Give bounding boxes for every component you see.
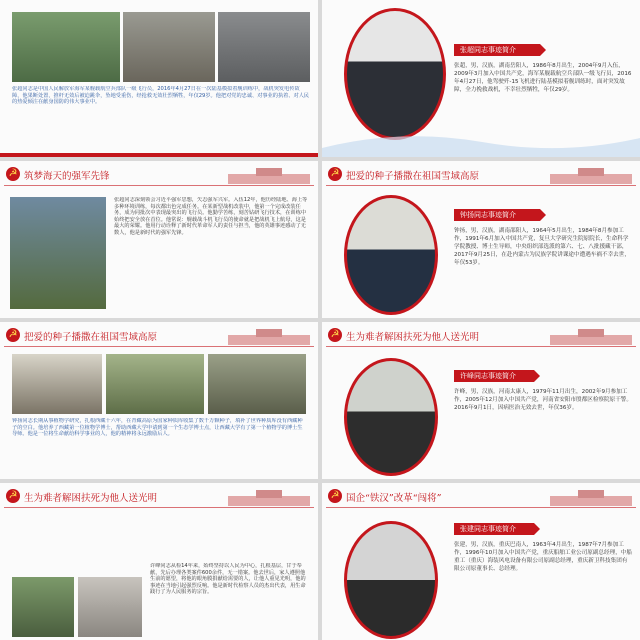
slide-4-title: 把爱的种子播撒在祖国雪域高原	[346, 171, 480, 182]
bio-zhangjian: 张建，男，汉族，重庆巴南人，1963年4月出生，1987年7月参加工作，1996年10月加入中国共产党，重庆船舶工业公司原副总经理，中船重工（重庆）海装风电设备有限公司原副总经理，重庆新卫科技集团有限公司原董事长、总经理。	[454, 542, 632, 572]
great-hall-icon	[226, 164, 312, 184]
slide-4[interactable]	[322, 161, 640, 318]
slide-3-header	[0, 161, 318, 187]
name-tag-xufeng: 许峰同志事迹简介	[454, 370, 534, 382]
pilot-photo	[10, 197, 106, 309]
slide-3[interactable]	[0, 161, 318, 318]
slide-4-header	[322, 161, 640, 187]
header-line	[4, 185, 314, 186]
photo-5b	[106, 354, 204, 414]
photo-7a	[12, 577, 74, 637]
slide-5-body: 钟扬同志长期从事植物学研究，扎根西藏十六年，在青藏高原为国家种质库收集了数千万颗种子，填补了世界种质库没有西藏种子的空白。他培养了西藏第一位植物学博士，帮助西藏大学申请到第一个生态学博士点，让西藏大学有了第一个植物学的博士生导师。他是一位将生命献给科学事业的人，他的精神将永远激励后人。	[12, 418, 303, 438]
party-emblem-icon: ☭	[328, 489, 342, 503]
header-line	[326, 185, 636, 186]
party-emblem-icon: ☭	[328, 167, 342, 181]
slide-1[interactable]	[0, 0, 318, 157]
slide-3-body: 张超同志深刻领会习近平强军思想，矢志强军兴军。入伍12年，他历经陆地、海上等多种环境训练，每次都出色完成任务。在某新型战机改装中，他第一个完成改装任务，成为同批次中表现最突出的飞行员。他勤学苦练，刻苦钻研飞行技术，在训练中始终把安全放在首位。他常说：舰载战斗机飞行员的使命就是把战机飞上航母，这是最大的荣耀。他用行动诠释了新时代革命军人的责任与担当，他的英雄事迹感动了无数人，他是新时代的强军先锋。	[114, 197, 308, 236]
party-emblem-icon: ☭	[6, 167, 20, 181]
party-emblem-icon: ☭	[6, 328, 20, 342]
party-emblem-icon: ☭	[328, 328, 342, 342]
bio-zhangchao: 张超，男，汉族，湖南岳阳人，1986年8月出生，2004年9月入伍，2009年3月加入中国共产党，海军某舰载航空兵部队一级飞行员，2016年4月27日，他驾驶歼-15飞机进行陆基模拟着舰训练时，面对突发故障，全力挽救战机，不幸壮烈牺牲，年仅29岁。	[454, 63, 632, 93]
slide-8-header	[322, 483, 640, 509]
name-tag-zhangjian: 张建同志事迹简介	[454, 523, 534, 535]
header-line	[4, 346, 314, 347]
photo-5c	[208, 354, 306, 414]
great-hall-icon	[226, 486, 312, 506]
slide-6[interactable]	[322, 322, 640, 479]
bio-xufeng: 许峰，男，汉族，河南太康人，1979年11月出生，2002年9月参加工作，2005年12月加入中国共产党，河南省安阳市殷都区检察院原干警。2016年9月1日，因病医治无效去世，年仅36岁。	[454, 389, 632, 411]
header-line	[326, 346, 636, 347]
photo-1c	[218, 12, 310, 82]
photo-7b	[78, 577, 142, 637]
slide-7-header	[0, 483, 318, 509]
great-hall-icon	[548, 325, 634, 345]
photo-1b	[123, 12, 215, 82]
portrait-xufeng	[344, 358, 438, 476]
name-tag-zhangchao: 张超同志事迹简介	[454, 44, 540, 56]
bio-zhongyang: 钟扬，男，汉族，湖南邵阳人，1964年5月出生，1984年8月参加工作，1991年6月加入中国共产党，复旦大学研究生院原院长，生命科学学院教授、博士生导师，中央组织部选派的第六、七、八批援藏干部，2017年9月25日，在赴内蒙古为民族学院讲课途中遭遇车祸不幸去世，年仅53岁。	[454, 228, 630, 266]
slide-6-header	[322, 322, 640, 348]
header-line	[4, 507, 314, 508]
photo-5a	[12, 354, 102, 414]
wave-decoration	[322, 128, 640, 157]
slide-8[interactable]	[322, 483, 640, 640]
slide-5-title: 把爱的种子播撒在祖国雪域高原	[24, 332, 158, 343]
slide-1-body: 张超同志是中国人民解放军海军某舰载航空兵部队一级飞行员，2016年4月27日在一次陆基模拟着舰训练中，战机突发电传故障，他果断处置，推杆无效后被迫跳伞，坠地受重伤，经抢救无效壮烈牺牲，年仅29岁。他把对党的忠诚、对事业的执着、对人民的热爱倾注在献身国防的伟大事业中。	[12, 86, 310, 106]
header-line	[326, 507, 636, 508]
party-emblem-icon: ☭	[6, 489, 20, 503]
slide-5-header	[0, 322, 318, 348]
slide-7-title: 生为难者解困扶死为他人送光明	[24, 493, 158, 504]
great-hall-icon	[226, 325, 312, 345]
photo-1a	[12, 12, 120, 82]
slide-6-title: 生为难者解困扶死为他人送光明	[346, 332, 480, 343]
slide-7[interactable]	[0, 483, 318, 640]
slide-7-body: 许峰同志从检14年来，始终坚持以人民为中心，扎根基层，甘于奉献，先后办理各类案件600余件，无一错案。他去世后，家人遵照他生前的愿望，将他的眼角膜捐献给需要的人，让他人重见光明，他的事迹在当地引起强烈反响。他是新时代检察人员的杰出代表，用生命践行了为人民服务的宗旨。	[150, 563, 306, 596]
name-tag-zhongyang: 钟扬同志事迹简介	[454, 209, 540, 221]
slide-2[interactable]	[322, 0, 640, 157]
portrait-zhangchao	[344, 8, 446, 140]
portrait-zhangjian	[344, 521, 438, 639]
slide-8-title: 国企“铁汉”改革“闯将”	[346, 493, 442, 504]
slide-5[interactable]	[0, 322, 318, 479]
great-hall-icon	[548, 486, 634, 506]
slide-1-bottom-rule	[0, 153, 318, 157]
portrait-zhongyang	[344, 195, 438, 315]
great-hall-icon	[548, 164, 634, 184]
slide-3-title: 筑梦海天的强军先锋	[24, 171, 110, 182]
